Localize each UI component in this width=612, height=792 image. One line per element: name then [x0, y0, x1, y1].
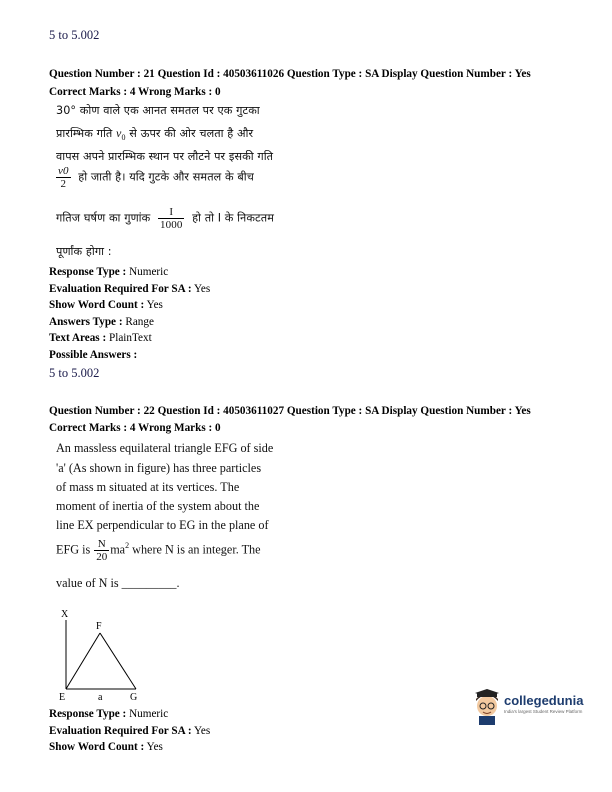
label-g: G — [130, 692, 138, 703]
q22-text-line5: line EX perpendicular to EG in the plane of — [56, 518, 269, 532]
q21-text-line5: गतिज घर्षण का गुणांक $\frac{I}{1000}$ हो तो I के निकटतम — [56, 206, 275, 231]
q22-triangle-figure — [55, 606, 155, 706]
q22-text-line3: of mass m situated at its vertices. The — [56, 480, 240, 494]
top-possible-answer: 5 to 5.002 — [49, 28, 100, 42]
q21-show-word-count: Show Word Count : Yes — [49, 299, 163, 311]
q22-eval-required: Evaluation Required For SA : Yes — [49, 725, 211, 737]
q21-text-line3: वापस अपने प्रारम्भिक स्थान पर लौटने पर इसकी गति — [56, 150, 274, 163]
q22-text-line1: An massless equilateral triangle EFG of side — [56, 441, 274, 455]
q22-response-type: Response Type : Numeric — [49, 708, 169, 720]
logo-text: collegedunia — [504, 693, 584, 708]
q22-header: Question Number : 22 Question Id : 40503611027 Question Type : SA Display Question Number : Yes — [49, 405, 531, 417]
q21-answers-type: Answers Type : Range — [49, 316, 154, 328]
q22-text-line6: EFG is $\frac{N}{20}$ $ma^2$ where N is an integer. The — [56, 538, 261, 563]
label-f: F — [96, 621, 102, 632]
q21-text-line2: प्रारम्भिक गति $v_0$ से ऊपर की ओर चलता है और — [56, 126, 254, 143]
q22-show-word-count: Show Word Count : Yes — [49, 741, 163, 753]
q22-fraction-n-20: $\frac{N}{20}$ — [96, 538, 108, 563]
q21-header: Question Number : 21 Question Id : 40503611026 Question Type : SA Display Question Number : Yes — [49, 68, 531, 80]
q22-text-line7: value of N is _________. — [56, 576, 180, 590]
label-x: X — [61, 609, 69, 620]
label-a: a — [98, 692, 103, 703]
q21-fraction-i-1000: $\frac{I}{1000}$ — [160, 206, 183, 231]
student-mascot-icon — [472, 689, 502, 725]
q21-marks: Correct Marks : 4 Wrong Marks : 0 — [49, 86, 221, 98]
side-ef-line — [66, 633, 100, 689]
q22-text-line4: moment of inertia of the system about the — [56, 499, 260, 513]
q21-text-line1: 30° कोण वाले एक आनत समतल पर एक गुटका — [56, 104, 260, 117]
label-e: E — [59, 692, 66, 703]
q21-eval-required: Evaluation Required For SA : Yes — [49, 283, 211, 295]
q21-fraction-v0-2: $\frac{v0}{2}$ — [58, 165, 69, 190]
logo-tagline: India's largest Student Review Platform — [504, 709, 583, 714]
q21-possible-answer: 5 to 5.002 — [49, 366, 100, 380]
collegedunia-logo — [472, 689, 592, 725]
q21-text-line4: $\frac{v0}{2}$ हो जाती है। यदि गुटके और समतल के बीच — [58, 165, 254, 190]
side-fg-line — [100, 633, 136, 689]
q21-possible-answers-label: Possible Answers : — [49, 349, 138, 361]
q21-response-type: Response Type : Numeric — [49, 266, 169, 278]
q22-marks: Correct Marks : 4 Wrong Marks : 0 — [49, 422, 221, 434]
q21-text-areas: Text Areas : PlainText — [49, 332, 152, 344]
q21-text-line6: पूर्णांक होगा : — [56, 245, 112, 258]
q22-text-line2: 'a' (As shown in figure) has three particles — [56, 461, 262, 475]
